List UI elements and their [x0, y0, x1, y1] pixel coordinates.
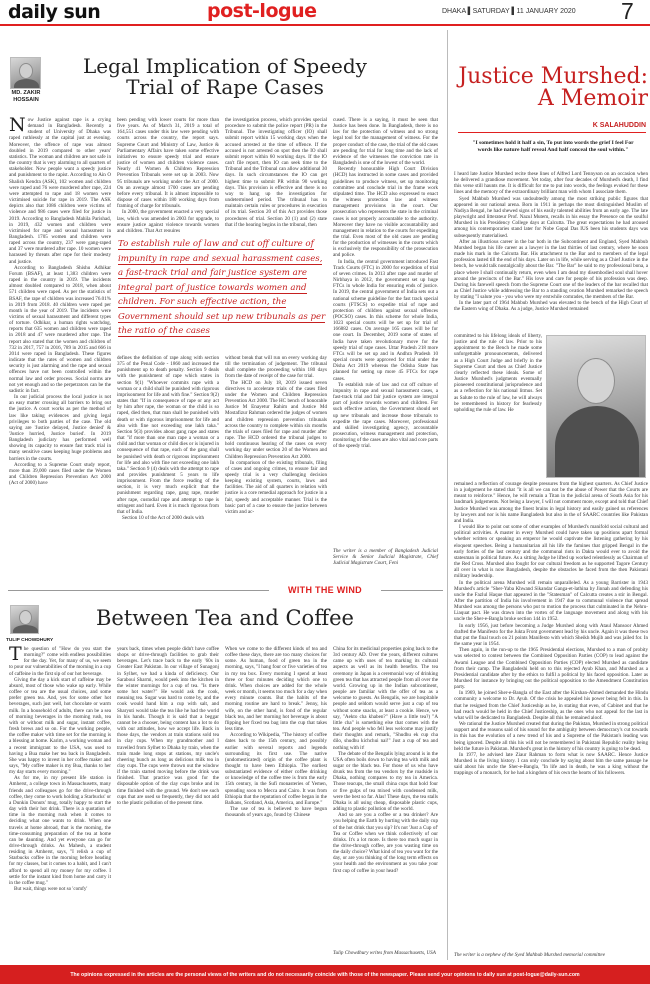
pull-quote: To establish rule of law and cut off culture of impunity in rape and sexual harassment cases, a fast-track trial and fair justice system are integral part of justice towards women and children. For such effective action, the Government should set up new tribunals as per the ratio of the cases — [118, 239, 326, 336]
paragraph: In 1977, he advised late Ziaur Rahman to form what is now SAARC. Hence Justice Murshed is the living history. I can only conclude by saying about him the same passage he said about his uncle the Sher-e-Bangla, "In life and in death, he was a king without the trappings of a monarch, for he had a kingdom of his own the hearts of his followers. — [454, 751, 648, 777]
paragraph: And so are you a coffee or a tea drinker? Are you helping the Earth by hurting with the daily cup of the hot drink that you sip? It's not 'Just a Cup of' Tea or Coffee when we think collectively of our drinks. It's a lot more. Is there too much sugar in the drive-through coffee, are you wasting time on the daily choice? What kind of tea you want for the day, or are you thinking of the long term effects on your health and the environment as you take your first cup of coffee in your head? — [333, 812, 438, 874]
paragraph: I heard late Justice Murshed recite these lines of Alfred Lord Tennyson on an occasion when he delivered a grandiose movement. Yet today, after four decades of Murshed's death, I find this verse still haunts me. It is difficult for me to put into words, the feelings evoked for these lines and the memory of the extraordinary brilliant man with whom I associate them. — [454, 171, 648, 196]
column-kicker: WITH THE WIND — [269, 585, 381, 598]
paragraph: The question of "How do you start the morning?" come with endless possibilities for the day. Yet, for many of us, we seem to pour our vulnerabilities of the morning in a cup of caffeine in the first sip of our hot beverage. — [9, 646, 111, 677]
masthead — [0, 0, 650, 24]
paragraph: committed to his lifelong ideals of liberty, justice and the rule of law. Prior to his appointment to the Bench he made some unforgettable pronouncements, delivered as a High Court Judge and briefly in the Supreme Court and then as Chief Justice clearly reflected these ideals. Some of Justice Murshed's judgments eventually pioneered constitutional jurisprudence and as a reflection for his national litmus. Set as Salute to the rule of law, he will always be remembered in history for fearlessly upholding the rule of law. He — [454, 333, 542, 413]
paragraph: In early 1956, just before becoming a Judge Murshed along with Ataul Mansoor Ahmed drafted the Manifesto for the Jukta Front government lead by his uncle. Again it was these two that put the final touch on 21 points Manifesto with which Sheikh Mujib and was jailed for. In the same year in 1954. — [454, 622, 648, 648]
drop-cap: N — [9, 117, 26, 136]
paragraph: Syed Mahbub Murshed was undoubtedly among the most striking public figures that appeared in our national arena. Born in 1911 in perhaps the most distinguished Muslim of Nadiya Bengal, he had shewed signs of his easily talented abilities from an early age. The late playwright and litterateur Prof. Nazul Mutem, recalls in his essay the Presence on the soulful Murshed in his Presidency College days at Calcutta. The great expectations he had aroused among his contemporaries stand later for Nobe Gopal Das IUS been his students days was subsequently materialised. — [454, 195, 648, 239]
paragraph: Recently honourable High Court Division (HCD) has instructed in some cases and provided guidelines to produce witness, set up monitoring committee and conclude trial in the frame work stipulated time. The HCD also expressed to enact the witness protection law and witness management provisions in the court. Our prosecution who represents the state in the criminal cases is not properly accountable to the authority. Moreover they have no visible accountability and management in relation to the courts for expediting the trial. Even most of the old cases are pending for the production of witnesses in the courts which is exclusively the responsibility of the prosecution and police. — [333, 166, 438, 259]
article-legal-implication — [0, 26, 447, 581]
article-headline: Legal Implication of Speedy Trial of Rape Cases — [83, 54, 367, 99]
article-tea-and-coffee — [0, 600, 447, 962]
article-column-top — [454, 171, 648, 331]
paragraph: In comparison of the existing tribunals, filing of cases and ongoing crimes, to ensure fair and speedy trial is a very challenging decision keeping existing system, courts, laws and facilities. The aid of all quarters in relation with justice is a core remedial approach for justice in a fair, speedy and acceptable manner. Trial is the basic part of a case to ensure the justice between victim and ac- — [225, 459, 327, 515]
article-column-4 — [333, 646, 438, 946]
paragraph: defines the definition of rape along with section 375 of the Penal Code - 1860 and increased the punishment up to death penalty. Section 9 deals with the punishment of rape which states in section 9(1) "Whoever commits rape with a woman or a child shall be punished with rigorous imprisonment for life and with fine." Section 9(2) states that "If in consequence of rape or any act by him after rape, the woman or the child is so raped, died then, that man shall be punished with death or with rigorous imprisonment for life and also with fine not exceeding one lakh taka." Section 9(3) provides about gang rape and states that "if more than one man rape a woman or a child and that woman or child dies or is injured in consequence of that rape, each of the gang shall be punished with death or rigorous imprisonment for life and also with fine not exceeding one lakh taka." Section 9 (4) deals with the attempt to rape and provides punishment 5 years to life imprisonment. From the force reading of the section, it is very much explicit that the punishment regarding rape, gang rape, murder after rape, custodial rape and attempt to rape is stringent and hard. Even it is much rigorous from that of India. — [117, 355, 219, 515]
paragraph: In India, the central government introduced Fast Track Courts (FTC) in 2000 for expedition of trial of seven crimes. In 2013 after rape and murder of Nirbhaya in 2012, the government set up huge FTCs in whole India for ensuring ends of justice. In 2019, the central government of India sets out a national scheme guideline for the fast track special courts (FTSCS) to expedite trial of rape and protection of children against sexual offences (POCSO) cases. In this scheme for whole India, 1023 special courts will be set up for trial of 166882 cases. On average 165 cases will be for one court. In December, 2019 some of states of India have taken revolutionary move for the speedy trial of rape cases. Uttar Pradesh 218 more FTCs will be set up and in Andhra Pradesh 10 special courts were approved for trial under the Disha Act 2019 whereas the Odisha State has planned for setting up more 45 FTCs for rape cases. — [333, 258, 438, 382]
author-byline: TULIP CHOWDHURY — [6, 638, 54, 643]
paragraph: The use of tea is believed to have begun thousands of years ago, found by Chinese — [225, 806, 327, 819]
article-column-1 — [9, 646, 111, 958]
paragraph: We rational the Justice Murshed created that during the Pakistan, Murshed in strong political support and the reasons said of his sound for the ambiguity between democracy's cut towards in this has the evolution of a new trend of his and a Supreme of the Pakistan's leading was being ignored. Despite all this his will not be remembered in Pakistani Republic reality being held the future in Pakistan. Murshed's great in the history of his country is going to be dead. — [454, 721, 648, 752]
paragraph: China for its medicinal properties going back to the 3rd century AD. Over the years, different cultures came up with uses of tea marking its cultural aspects as well as its health benefits. The tea ceremony in Japan is a ceremonial way of drinking green tea that has attracted people from all over the world. Growing up in the Indian subcontinent, people are familiar with the offer of tea as a welcome to guests. As Bengalis, we are hospitable people and seldom would serve just a cup of tea without some snacks, at least a cookie. Hence, we say, "Aekto cha khaben?" (Have a little tea?) "A little cha" is something else that comes with the tea. And people who fell less welcome may justify their thoughts and remark, "Shudhu ek cup cha dilo, shudhu kichchui nai!" Just a cup of tea and nothing with it! — [333, 646, 438, 751]
paragraph: The HCD on July 18, 2019 issued seven directives to accelerate trials of the cases filed under the Women and Children Repression Prevention Act 2000. The HC bench of honorable Justice M Enayetur Rahim and Justice Md Mostafizur Rahman ordered the judges of women and children repression prevention tribunals across the country to complete within six months the trials of cases filed for rape and murder after rape. The HCD ordered the tribunal judges to hold continuous hearing of the cases on every working day under section 20 of the Women and Children Repression Prevention Act 2000. — [225, 379, 327, 460]
author-bio: Tulip Chowdhury writes from Massachusetts, USA — [333, 950, 436, 956]
section-title: post-logue — [207, 0, 317, 22]
paragraph: According to a Supreme Court study report, more than 39,000 cases filed under the Women and Children Repression Prevention Act 2000 (Act of 2000) have — [9, 461, 111, 487]
author-bio: The writer is a member of Bangladesh Judicial Service & Senior Judicial Magistrate, Chief Judicial Magistrate Court, Feni — [333, 548, 438, 567]
paragraph: When we come to the different kinds of tea and coffee these days, there are too many choices for some. As human, food of green tea in the morning, says, "I hang four or five varieties of tea in my tea box. Every morning I spend at least three or four minutes deciding which one to drink. When choices are added for the whole week or month, it seems too much for a day when every minute counts. But the habits of the morning routine are hard to break." Jenny, his wife, on the other hand, is fond of the regular black tea, and her morning hot beverage is about flipping her fixed tea bag into the cup that takes less time. — [225, 646, 327, 733]
paragraph: In 1969, he joined Sher-e-Bangla of the East after the Kirshan-Ahmed demanded the Hindu community a welcome to Dr. Ayub. Of the crisis he appealed his power being felt in this. In that he resigned from the Chief Justiceship as he, in stating that even, of Cabinet and that he had reach would be held in the Chief Justiceship, as the ones who not appeal for the last in what will be dedicated to Bangladesh. Despite all this he remained aloof. — [454, 690, 648, 721]
article-column-4 — [333, 117, 438, 543]
article-column-side — [454, 333, 542, 479]
paragraph: Section 10 of the Act of 2000 deals with — [122, 515, 205, 522]
paragraph: As for me, in my present life station in Amherst, a college town in Massachusetts, many friends and colleagues go for the drive-through coffee, they come to work holding a Starbucks' or a Dunkin Donuts' mug, totally happy to start the day with their hot drink. There is a quotation of time in the morning rush when it comes to deciding what one wants to drink. When one travels at home abroad, that is the morning, the time-consuming preparation of the tea at home can be daunting. And yet everyone can go for drive-through drinks. As Mahesh, a student residing in Amherst, says, "I relish a cup of Starbucks coffee in the morning before heading for my classes, but it comes to a habit, and I can't afford to spend all my money for my coffee. I settle for the instant kind from home and carry it in the coffee mug." — [9, 775, 111, 886]
paragraph: I would like to point out some of other examples of Murshed's manifold social cultural and political activities. A master in every Murshed could have taken up positions apart formal whether written or speaking an emperor he would captivate the listening gathering by his eloquent speeches. Being a humanitarian all his life the famines that gripped Bengal in the early forties of the last century and the communal riots in Dakta would ever to avoid the statesman in political future. As a sitting Judge he lifted up worked relentlessly as Chairman of the Red Cross. Murshed also fought for our cultural freedom as he supported Tagore Century all over in what is now Bangladesh, despite the obstacles he faced from the then Pakistani military leadership. — [454, 524, 648, 580]
paragraph: Giving the day a kick start of caffeine may be absurd, most of those who wake up early. While coffee or tea are the usual choices, and some prefer green tea. And, yes for some other hot beverages, such just well, hot chocolate or warm milk. In a household of adults, there can be a sea of morning beverages in the morning rush, tea with or without milk and sugar, instant coffee, fresh brews and so on. For the working people, the coffee maker with time set for the morning is a blessing at home. Karim, a working woman and a recent immigrant to the USA, was used to having a Bua make her tea back in Bangladesh. She was happy to invest in her coffee maker and says, "My coffee maker is my Bua, thanks to her my day starts every morning." — [9, 676, 111, 776]
author-photo — [10, 605, 39, 634]
paragraph: remained a reflection of courage despite pressures from the highest quarters. As Chief Justice in a judgement he stated that "it is all we can not be the abuse of Power that the Courts are meant to reinforce." Hence, he will remain a Titan in the judicial arena of South Asia for his landmark judgements. Not being a lawyer, I will not comment more, except and told that Chief Justice Murshed was among the finest brains in legal history and easily gained us references by lawyers and nor is his name Bangladesh but also in the of SAARC countries like Pakistan and India. — [454, 481, 648, 524]
author-photo — [10, 57, 41, 89]
paragraph: the investigation process, which provides special procedure to submit the police report (PR) in the Tribunal. The investigating officer (IO) shall submit report within 15 working days when the accused arrested at the time of offence. If the accused is not arrested on spot then the IO shall submit report within 60 working days. If the IO can't file report, then IO can seek time to the Tribunal and the Tribunal can allow additional 30 days. In such circumstances the IO can get highest time to submit PR within 90 working days. This provision is effective and there is no way to hang up the investigation for undetermined period. The tribunal has to maintain certain rules or procedures in execution of its trial. Section 20 of this Act provides those procedures of trial. Section 20 (1) and (2) state that if the hearing begins in the tribunal, then — [225, 117, 327, 228]
article-headline: Justice Murshed: A Memoir — [458, 64, 648, 112]
paragraph: To establish rule of law and cut off culture of impunity in rape and sexual harassment cases, a fast-track trial and fair justice system are integral part of justice towards women and children. For such effective action, the Government should set up new tribunals and increase those tribunals to expedite the rape cases. Moreover, professional and skilled investigating agency, accountable prosecution, witness management and protection, monitoring of the cases are also vital and core parts of the speedy trial. — [333, 381, 438, 450]
article-column-1 — [9, 117, 111, 572]
paragraph: In 2000, the government enacted a very special law, which was amended in 2003 for upgrade, to ensure justice against violence towards women and children. That Act requires — [117, 209, 219, 232]
article-column-2 — [117, 117, 219, 232]
paragraph: After an illustrious career in the bar both in the Subcontinent and England, Syed Mahbub Murshed began his life career as a lawyer in the last thirties of last century, where he soon made his mark in the Calcutta Bar. His attachment to the Bar and to members of the legal profession lasted till the end of his days. Later on in life, while serving as a Chief Justice in the bench, he would talk nostalgically about the Bar. "The Bar" he said to my professional bona, a place where I shall continually return, even when I am dead my disembodied soul shall hover around the precincts of the Bar." His love and care for people of his profession was deep. During his farewell speech from the Supreme Court one of the leaders of the bar recalled that as Chief Justice while addressing the Bar to a standing ovation Murshed remarked the speech by stating "I salute you - you who were my erstwhile comrades, the members of the Bar. — [454, 238, 648, 301]
page-number: 7 — [621, 0, 634, 24]
article-column-2-continued — [117, 355, 219, 575]
article-column-3 — [225, 117, 327, 232]
paragraph: In our judicial process the local justice is not an easy matter crossing all barriers to bring out the justice. A court works as per the method of law like taking evidences and giving legal privileges to both parties of the case. The old saying are 'Justice delayed, Justice denied' & 'Justice hurried, Justice buried'. In 2019 Bangladesh judiciary has performed well showing its capacity to ensure fast track trial in many sensitive cases keeping huge problems and barriers in the courts. — [9, 394, 111, 462]
article-column-2 — [117, 646, 219, 958]
paragraph: The debate of the Bengalis lying around is in the USA often boils down to having tea with milk and sugar or the black tea. For those of us who have drunk tea from the tea vendors by the roadside in Dhaka, nothing compares to my tea in America. Those teacups, the small china cups that hold four or five gulps of tea mixed with condensed milk, were the best so far. Alas! These days, the tea stalls Dhaka is all using cheap, disposable plastic cups, adding to plastic pollution of the world. — [333, 750, 438, 813]
paragraph: In the later part of 1964 Mahbub Murshed was elevated to the bench of the High Court of the Eastern wing of Dhaka. As a judge, Justice Murshed remained — [454, 300, 648, 313]
paragraph: been pending with lower courts for more than five years. As of March 31, 2019 a total of 164,551 cases under this law were pending with courts across the country, the report says. Supreme Court and Ministry of Law, Justice & Parliamentary Affairs have taken some effective initiatives to ensure speedy trial and ensure justice of women and children violence cases. Nearly 41 Women & Children Repression Prevention Tribunals were set up in 2003. Now 95 tribunals are working under the Act of 2000. On an average almost 1700 cases are pending before every tribunal. It is almost impossible to dispose of cases within 180 working days from framing of charge for tribunals. — [117, 117, 219, 210]
article-column-bottom — [454, 481, 648, 951]
author-byline: K SALAHUDDIN — [592, 122, 646, 129]
footer-text: The opinions expressed in the articles are the personal views of the writers and do not necessarily coincide with those of the newspaper. Please send your opinions to daily sun at post-logue@daily-sun.com — [70, 971, 580, 978]
paragraph: According to Bangladesh Shishu Adhikar Forum (BSAF), at least 1,383 children were raped in the country in 2019. The incidents almost doubled compared to 2018, when about 571 children were raped. As per the statistics of BSAF, the rape of children was increased 76.01% in 2019 from 2018. 40 children were raped per month in the year of 2019. The incidents were victims of sexual harassment and different types of torture. Odhikar, a human rights watchdog, reports that 635 women and children were raped in 2018 and 47 were murdered after rape. The report also stated that the women and children of 732 in 2017, 757 in 2016, 789 in 2015 and 666 in 2014 were raped in Bangladesh. These figures indicate that the rates of women and children security is just alarming and the rape and sexual offences have not been controlled within the normal law and order process. Social norms are not yet enough and so the perpetrators can be the sadistic in fact. — [9, 264, 111, 394]
article-column-3-continued — [225, 355, 327, 575]
epigraph: "I sometimes hold it half a sin, To put into words the grief I feel For words like nature half reveal And half conceal the soul within." — [472, 140, 634, 153]
author-byline: MD. ZAKIR HOSSAIN — [11, 90, 41, 103]
paragraph: cused. There is a saying, it must be seen that Justice has been done. In Bangladesh, there is no law for the protection of witness and no strong legal tool for the management of witness. For the proper conduct of the case, the trial of the old cases are pending for trial for long time and the lack of evidence of the witnesses the conviction rate in Bangladesh is one of the lowest of the world. — [333, 117, 438, 167]
author-bio: The writer is a nephew of the Syed Mahbub Murshed memorial committee — [454, 952, 605, 958]
paragraph: without break that will run on every working day till the termination of judgement. The tribunal shall complete the proceeding within 180 days from the date of receipt of the case for trial. — [225, 355, 327, 380]
dateline: DHAKA ▌SATURDAY ▌11 JANUARY 2020 — [442, 8, 576, 15]
newspaper-brand[interactable]: daily sun — [8, 1, 101, 23]
paragraph: But wait, things were not so 'comfy' — [14, 886, 88, 893]
paragraph: years back, times when people didn't have coffee shops or drive-through facilities to grab their beverages. Let's trace back to the early '60s in Greater East Pakistan. In our village of Sunagonj in Sylhet, we had a kinda of deficiency. Our Saraboui Sharmi, would peek into the kitchen in the winter mornings for a cup of tea. "Is there some hot water?" He would ask the cook, meaning tea. Sugar was hard to come by, and the cook would hand him a cup with salt, and Sharyuti would take the tea like he had the world in his hands. Though it is said that a beggar cannot be a chooser, being content has a lot to do with our attitudes, how we accept life. Back in those days, the vendors at train stations sold tea in clay cups. When my grandmother and I travelled from Sylhet to Dhaka by train, when the train made long stops at stations, my uncle's cheering bunch as long as delicious milk tea in clay cups. The cups were thrown out the window if the train started moving before the drink was finished. That practice was good for the disposable option of the clay cups broke and its time finished with the ground. We don't see such cups that are used so frequently, they did not add to the plastic pollution of the present time. — [117, 646, 219, 806]
paragraph: Then again, in the run-up to the 1965 Presidential elections, Murshed to a man of probity was selected to contest between the Combined Opposition Parties (COP) to lead against the Awami League and the Combined Opposition Parties (COP) elected Murshed as candidate from their camp. The Bangladeshi held on to this rejected Ayub Khan, and Murshed as a Presidential candidate after by the ethics to fulfil a political by his faced opposition. Later as Murshed for instance by bringing out the political opposition to the Amendment Constitution party. — [454, 647, 648, 691]
drop-cap: T — [9, 646, 22, 665]
article-column-3 — [225, 646, 327, 958]
paragraph: In the political arena Murshed will remain unparalleled. As a young Barrister in 1943 Murshed's article "Sher-Yaba Khwand Sikandar Ganga-et-lathina by Jinnah and defending his uncle the Fazlul Haque that appeared in the "Statesman" of Calcutta creates a stir in Bengal. After the partition of India his involvement in 1947 due to communal violence that spread Murshed was among the persons who put to motion the process that culminated in the Nehru-Liaquat pact. He was drawn into the vortex of the language movement and along with his uncle the Sher-e-Bangla broke section 144 in 1952. — [454, 579, 648, 623]
subject-photo — [546, 335, 646, 478]
byline-rule — [458, 132, 646, 133]
article-justice-murshed — [448, 26, 650, 962]
paragraph: According to Wikipedia, "The history of coffee dates back to the 15th century, and possibly earlier with several reports and legends surrounding its first use. The native (undomesticated) origin of the coffee plant is thought to have been Ethiopia. The earliest substantiated evidence of either coffee drinking or knowledge of the coffee tree is from the early 15th century, in the Sufi monasteries of Yemen, spreading soon to Mecca and Cairo. It was from Ethiopia that the reputation of coffee began in the Balkans, Scotland, Asia, America, and Europe." — [225, 732, 327, 806]
footer-disclaimer — [0, 965, 650, 984]
paragraph: Now Justice against rape is a crying demand in Bangladesh. Recently a student of University of Dhaka was raped ruthlessly at the capital just at evening. Moreover, the offence of rape was almost doubled in 2019 compared to other years' statistics. The woman and children are not safe in the country that is very alarming to all quarters of stakeholder. Now people want a speedy justice and punishment to the rapist. According to Ain O Shalish Kendra (ASK), 102 women and children were raped and 76 were murdered after rape, 224 were attempted to rape and 18 women were victimised suicide for rape in 2019. The ASK depicts also that 1086 children were victims of violence and 986 cases were filed for justice in 2019. According to Bangladesh Mahila Parishad, in 2019, 432 women and children were victimised for rape and sexual harassment in Bangladesh. 1705 women and children were raped across the country, 237 were gang-raped and 37 were murdered after rape. 10 women were harassed by threats after rape for their modesty and justice. — [9, 117, 111, 265]
article-headline: Between Tea and Coffee — [96, 606, 354, 630]
